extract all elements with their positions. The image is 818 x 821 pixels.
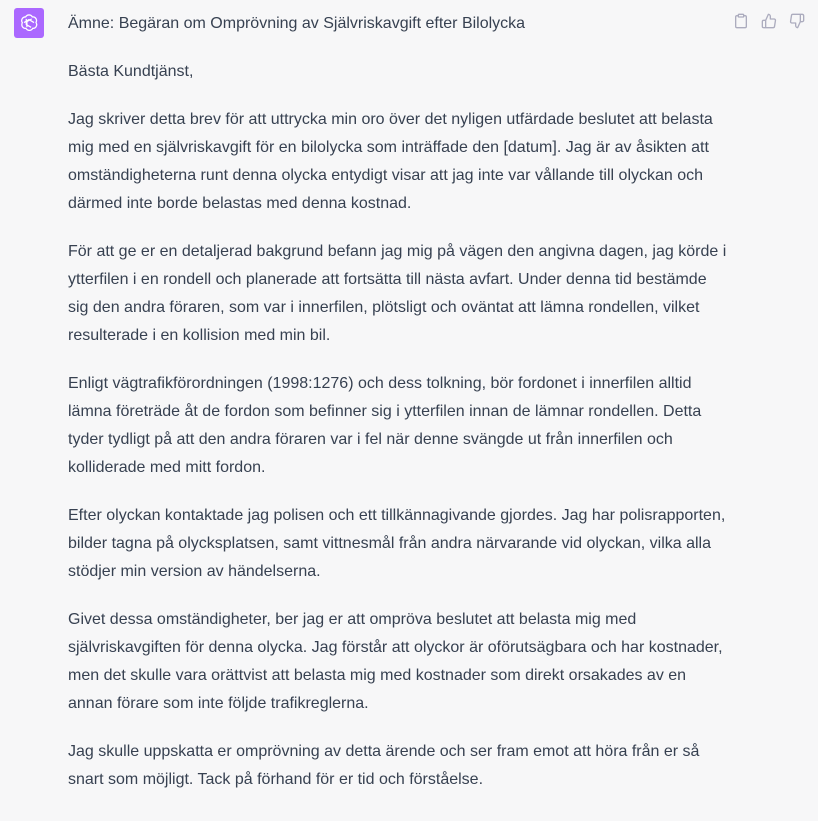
message-actions <box>732 12 806 30</box>
letter-paragraph: Jag skriver detta brev för att uttrycka min oro över det nyligen utfärdade beslutet att belasta mig med en självriskavgift för en bilolycka som inträffade den [datum]. Jag är av åsikten att omständigheterna runt denna olycka entydigt visar att jag inte var vållande till olyckan och därmed inte borde belastas med denna kostnad. <box>68 111 713 212</box>
assistant-message <box>68 10 728 814</box>
openai-logo-icon <box>18 12 40 34</box>
letter-subject: Ämne: Begäran om Omprövning av Självriskavgift efter Bilolycka <box>68 15 526 32</box>
letter-paragraph: Enligt vägtrafikförordningen (1998:1276) och dess tolkning, bör fordonet i innerfilen alltid lämna företräde åt de fordon som befinner sig i ytterfilen innan de lämnar rondellen. Detta tyder tydligt på att den andra föraren var i fel när denne svängde ut från innerfilen och kolliderade med mitt fordon. <box>68 375 702 476</box>
letter-paragraph: Givet dessa omständigheter, ber jag er att ompröva beslutet att belasta mig med självriskavgiften för denna olycka. Jag förstår att olyckor är oförutsägbara och har kostnader, men det skulle vara orättvist att belasta mig med kostnader som direkt orsakades av en annan förare som inte följde trafikreglerna. <box>68 611 723 712</box>
letter-greeting: Bästa Kundtjänst, <box>68 63 194 80</box>
letter-paragraph: För att ge er en detaljerad bakgrund befann jag mig på vägen den angivna dagen, jag körde i ytterfilen i en rondell och planerade att fortsätta till nästa avfart. Under denna tid bestämde sig den andra föraren, som var i innerfilen, plötsligt och oväntat att lämna rondellen, vilket resulterade i en kollision med min bil. <box>68 243 727 344</box>
letter-paragraph: Efter olyckan kontaktade jag polisen och ett tillkännagivande gjordes. Jag har polisrapporten, bilder tagna på olycksplatsen, samt vittnesmål från andra närvarande vid olyckan, vilka alla stödjer min version av händelserna. <box>68 507 726 580</box>
thumbs-down-icon <box>789 13 805 29</box>
assistant-avatar <box>14 8 44 38</box>
clipboard-icon <box>733 13 749 29</box>
thumbs-up-button[interactable] <box>760 12 778 30</box>
letter-paragraph: Jag skulle uppskatta er omprövning av detta ärende och ser fram emot att höra från er så snart som möjligt. Tack på förhand för er tid och förståelse. <box>68 743 700 788</box>
thumbs-down-button[interactable] <box>788 12 806 30</box>
copy-button[interactable] <box>732 12 750 30</box>
thumbs-up-icon <box>761 13 777 29</box>
